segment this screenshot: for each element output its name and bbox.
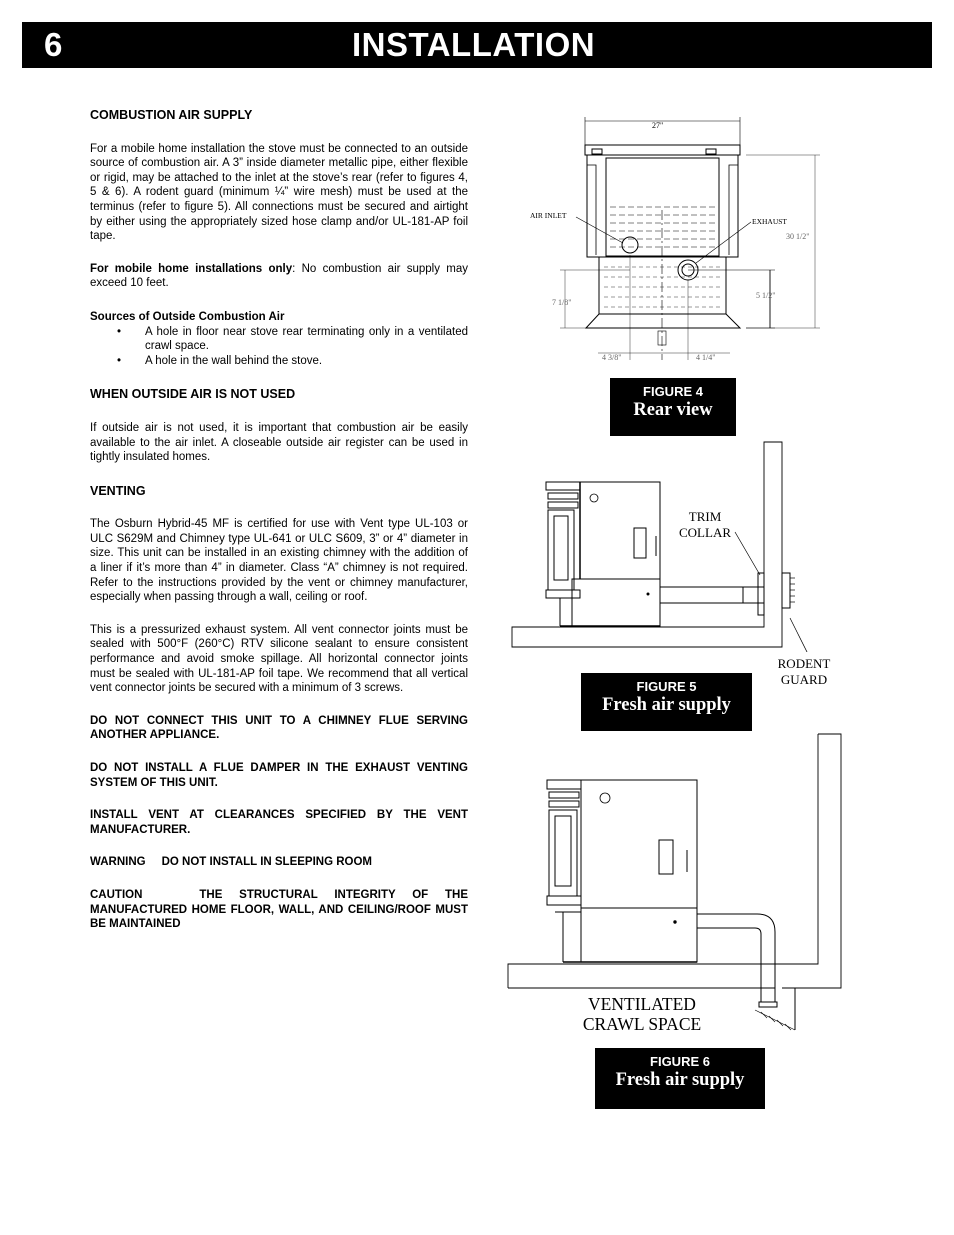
- figure4-rear-view-drawing: [520, 115, 830, 370]
- heading-combustion: COMBUSTION AIR SUPPLY: [90, 108, 253, 122]
- warning-label: WARNING: [90, 856, 146, 869]
- caution-label: CAUTION: [90, 888, 143, 901]
- fig5-trim-line1: TRIM: [688, 509, 722, 524]
- warning-sleeping-room: [90, 855, 468, 870]
- fig5-trim-line2: COLLAR: [679, 525, 731, 540]
- figure4-caption: Rear view: [633, 400, 713, 420]
- fig5-trim-collar-label: [670, 509, 740, 541]
- fig6-crawl-line2: CRAWL SPACE: [582, 1014, 702, 1034]
- combustion-paragraph-2-rest: : No combustion air supply may exceed 10 feet.: [90, 262, 468, 290]
- fig4-exhaust-label: EXHAUST: [752, 217, 787, 226]
- fig6-crawl-space-label: [572, 994, 712, 1034]
- fig5-rodent-line2: GUARD: [780, 672, 828, 687]
- list-item: • A hole in the wall behind the stove.: [117, 354, 323, 367]
- venting-paragraph-1: The Osburn Hybrid-45 MF is certified for use with Vent type UL-103 or ULC S629M and Chimney type UL-641 or ULC S609, 3” or 4” diameter in size. This unit can be installed in an existing chimney with the addition of a liner if it’s more than 4” in diameter. Class “A” chimney is not required. Refer to the instructions provided by the vent or chimney manufacturer, especially when passing through a wall, ceiling or roof.: [90, 518, 468, 604]
- not-used-paragraph: If outside air is not used, it is important that combustion air be easily available to the air inlet. A closeable outside air register can be used in tightly insulated homes.: [90, 421, 468, 464]
- fig4-left-width-dim: 4 3/8": [602, 353, 622, 362]
- warning-clearances: INSTALL VENT AT CLEARANCES SPECIFIED BY THE VENT MANUFACTURER.: [90, 809, 468, 836]
- fig4-air-inlet-label: AIR INLET: [530, 211, 567, 220]
- figure5-caption-box: [581, 673, 752, 731]
- list-item: • A hole in floor near stove rear terminating only in a ventilated crawl space.: [117, 325, 468, 353]
- combustion-paragraph-1: For a mobile home installation the stove must be connected to an outside source of combustion air. A 3” inside diameter metallic pipe, either flexible or rigid, may be attached to the inlet at the stove’s rear (refer to figures 4, 5 & 6). A rodent guard (minimum ¼” wire mesh) must be used at the terminus (refer to figure 5). All connections must be secured and airtight by either using the appropriately sized hose clamp and/or UL-181-AP foil tape.: [90, 142, 468, 243]
- combustion-paragraph-2-bold: For mobile home installations only: [90, 262, 293, 275]
- warning-chimney: DO NOT CONNECT THIS UNIT TO A CHIMNEY FLUE SERVING ANOTHER APPLIANCE.: [90, 714, 468, 742]
- warning-damper: DO NOT INSTALL A FLUE DAMPER IN THE EXHAUST VENTING SYSTEM OF THIS UNIT.: [90, 762, 468, 789]
- figure4-caption-box: [610, 378, 736, 436]
- fig4-width-dim: 27": [652, 121, 664, 130]
- fig5-rodent-guard-label: [770, 656, 838, 688]
- figure5-fresh-air-drawing: [510, 440, 835, 652]
- figure6-fresh-air-drawing: [505, 732, 845, 1032]
- caution-structural: [90, 888, 468, 932]
- page-title: INSTALLATION: [352, 26, 596, 63]
- combustion-paragraph-2: [90, 262, 468, 291]
- sources-list: [90, 325, 468, 369]
- text-column: [90, 100, 468, 932]
- page-number: 6: [44, 26, 63, 63]
- page-header: [22, 22, 932, 68]
- fig4-height-dim: 30 1/2": [786, 232, 810, 241]
- figure4-number: FIGURE 4: [643, 384, 703, 399]
- heading-not-used: WHEN OUTSIDE AIR IS NOT USED: [90, 387, 296, 402]
- heading-venting: VENTING: [90, 483, 146, 498]
- figure5-caption: Fresh air supply: [602, 695, 731, 715]
- fig6-crawl-line1: VENTILATED: [588, 994, 696, 1014]
- figure6-caption: Fresh air supply: [615, 1070, 745, 1090]
- figure6-number: FIGURE 6: [650, 1054, 710, 1069]
- venting-paragraph-2: This is a pressurized exhaust system. All vent connector joints must be sealed with 500°F (260°C) RTV silicone sealant to ensure consistent performance and avoid smoke spillage. All horizontal connector joints must be sealed with UL-181-AP foil tape. We recommend that all vertical vent connector joints be secured with a minimum of 3 screws.: [90, 623, 468, 695]
- list-item-text: A hole in the wall behind the stove.: [145, 354, 323, 367]
- fig5-rodent-line1: RODENT: [777, 656, 831, 671]
- figure5-number: FIGURE 5: [636, 679, 697, 694]
- fig4-right-width-dim: 4 1/4": [696, 353, 716, 362]
- sources-heading: Sources of Outside Combustion Air: [90, 310, 285, 323]
- warning-text: DO NOT INSTALL IN SLEEPING ROOM: [161, 856, 373, 869]
- figure6-caption-box: [595, 1048, 765, 1109]
- caution-text: THE STRUCTURAL INTEGRITY OF THE MANUFACTURED HOME FLOOR, WALL, AND CEILING/ROOF MUST BE MAINTAINED: [90, 888, 468, 931]
- fig4-left-height-dim: 7 1/8": [552, 298, 572, 307]
- fig4-right-height-dim: 5 1/2": [756, 291, 776, 300]
- list-item-text: A hole in floor near stove rear terminating only in a ventilated crawl space.: [145, 325, 468, 353]
